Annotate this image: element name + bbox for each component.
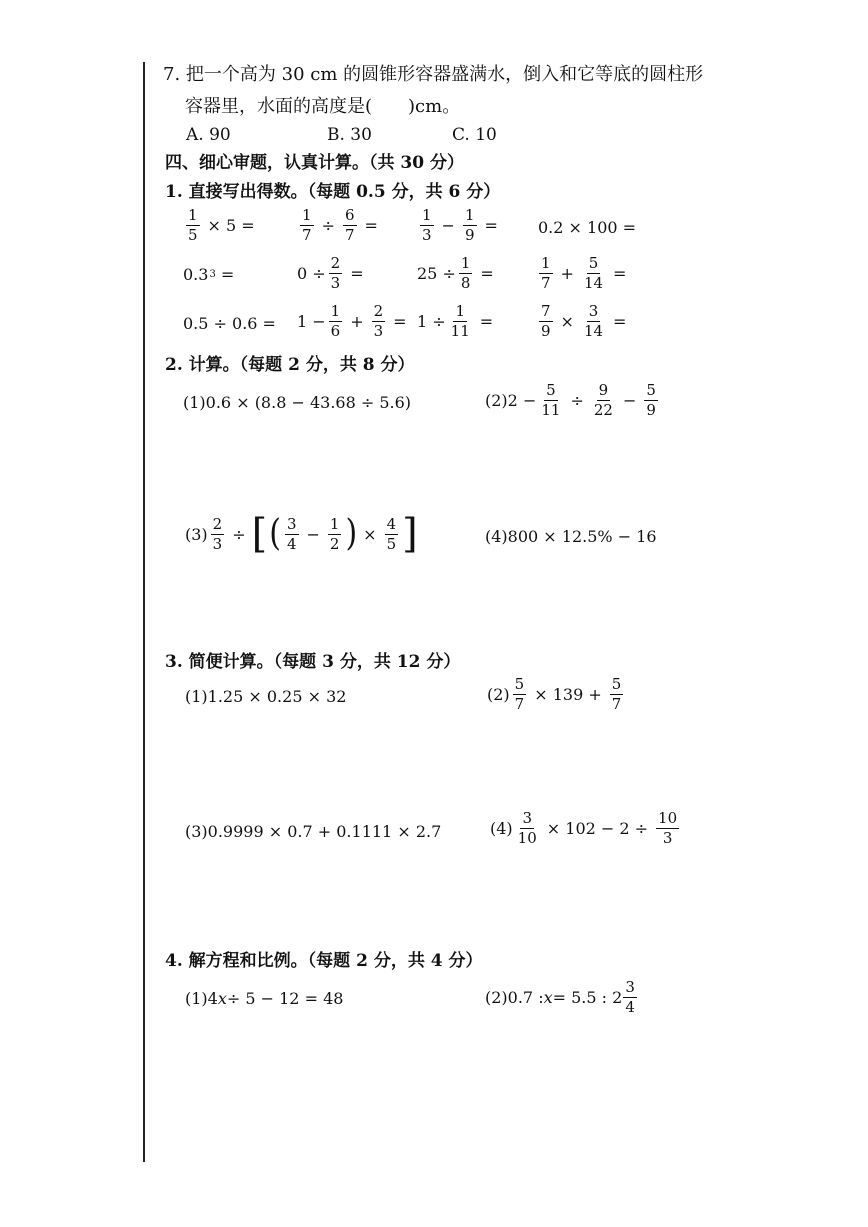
- denominator: 9: [464, 226, 475, 244]
- fraction: [329, 304, 343, 339]
- fraction: [328, 514, 342, 553]
- operator: =: [613, 264, 627, 283]
- operator: ×: [560, 312, 574, 331]
- math-text: (1)0.6 × (8.8 − 43.68 ÷ 5.6): [183, 393, 412, 412]
- fraction: [539, 383, 562, 418]
- fraction: [513, 677, 527, 712]
- operator: =: [220, 265, 235, 284]
- operator: ÷: [321, 216, 335, 235]
- mental-item-11: [417, 304, 498, 339]
- denominator: 7: [344, 226, 355, 244]
- denominator: 7: [514, 695, 525, 713]
- mental-item-1: [183, 208, 260, 243]
- numerator: 10: [658, 809, 678, 827]
- denominator: 22: [593, 401, 613, 419]
- math-text: (4): [490, 819, 513, 838]
- fraction: [211, 514, 225, 553]
- denominator: 9: [646, 401, 656, 419]
- denominator: 9: [541, 322, 551, 340]
- denominator: 11: [541, 401, 561, 419]
- denominator: 4: [625, 998, 635, 1016]
- part2-q3: [185, 511, 419, 557]
- fraction: [582, 256, 605, 291]
- math-text: (3): [185, 524, 208, 544]
- numerator: 5: [546, 381, 556, 399]
- fraction: [329, 256, 343, 291]
- operator: ×: [363, 524, 377, 544]
- math-text: (1)1.25 × 0.25 × 32: [185, 687, 347, 706]
- math-text: (3)0.9999 × 0.7 + 0.1111 × 2.7: [185, 822, 442, 841]
- numerator: 3: [588, 302, 599, 320]
- math-text: (1)4: [185, 989, 218, 1008]
- part1-title: 1. 直接写出得数。（每题 0.5 分，共 6 分）: [165, 182, 501, 202]
- bracket: (: [269, 512, 281, 555]
- denominator: 3: [422, 226, 432, 244]
- mental-item-6: [297, 256, 369, 291]
- section4-title: 四、细心审题，认真计算。（共 30 分）: [165, 153, 464, 173]
- mental-item-2: [297, 208, 383, 243]
- denominator: 3: [330, 274, 341, 292]
- mental-item-7: [417, 256, 499, 291]
- denominator: 10: [517, 829, 537, 847]
- q7-line1: 7. 把一个高为 30 cm 的圆锥形容器盛满水，倒入和它等底的圆柱形: [163, 64, 704, 85]
- numerator: 3: [522, 809, 532, 827]
- mental-item-3: [417, 208, 503, 243]
- mental-item-10: [297, 304, 412, 339]
- math-text: x: [217, 989, 227, 1008]
- fraction: [420, 208, 434, 243]
- math-text: 0.3: [183, 265, 209, 284]
- operator: =: [350, 264, 364, 283]
- fraction: [539, 304, 553, 339]
- bracket: [: [251, 511, 268, 557]
- fraction: [300, 208, 314, 243]
- part4-title: 4. 解方程和比例。（每题 2 分，共 4 分）: [165, 951, 483, 971]
- bracket: ]: [402, 511, 418, 557]
- numerator: 5: [646, 381, 656, 399]
- margin-rule: [143, 62, 145, 1162]
- mental-item-4: [538, 218, 636, 237]
- operator: =: [479, 312, 494, 331]
- part2-q2: [485, 383, 661, 418]
- part4-q1: [185, 989, 343, 1008]
- fraction: [343, 208, 357, 243]
- q7-line2: 容器里，水面的高度是( )cm。: [185, 96, 461, 117]
- numerator: 5: [611, 675, 622, 693]
- numerator: 3: [286, 514, 297, 533]
- operator: =: [364, 216, 378, 235]
- math-text: = 5.5 : 2: [552, 988, 623, 1007]
- fraction: [516, 811, 539, 846]
- denominator: 3: [662, 829, 673, 847]
- denominator: 4: [286, 534, 297, 553]
- part3-q4: [490, 811, 682, 846]
- fraction: [644, 383, 658, 418]
- fraction: [385, 514, 399, 553]
- q7-option-c: C. 10: [452, 125, 497, 145]
- part3-q2: [487, 677, 626, 712]
- math-text: (2): [487, 685, 510, 704]
- operator: × 139 +: [534, 685, 602, 704]
- mental-item-12: [536, 304, 631, 339]
- numerator: 4: [386, 514, 397, 533]
- fraction: [582, 304, 605, 339]
- q7-option-b: B. 30: [327, 125, 372, 145]
- numerator: 1: [330, 302, 341, 320]
- mental-item-5: [183, 265, 239, 284]
- denominator: 7: [611, 695, 622, 713]
- numerator: 1: [329, 514, 340, 533]
- part2-q4: [485, 527, 657, 546]
- fraction: [463, 208, 477, 243]
- denominator: 11: [450, 322, 470, 340]
- fraction: [656, 811, 679, 846]
- fraction: [623, 980, 637, 1015]
- operator: +: [560, 264, 574, 283]
- denominator: 14: [583, 274, 604, 292]
- math-text: 2 −: [507, 391, 537, 410]
- math-text: 0.2 × 100 =: [538, 218, 637, 237]
- numerator: 1: [302, 206, 312, 224]
- math-text: 25 ÷: [417, 264, 456, 283]
- part2-q1: [183, 393, 411, 412]
- numerator: 2: [373, 302, 384, 320]
- part3-title: 3. 简便计算。（每题 3 分，共 12 分）: [165, 652, 461, 672]
- operator: =: [393, 312, 407, 331]
- operator: =: [484, 216, 498, 235]
- denominator: 5: [386, 534, 397, 553]
- math-text: 0 ÷: [297, 264, 326, 283]
- numerator: 1: [455, 302, 465, 320]
- operator: ÷: [232, 524, 246, 544]
- operator: +: [350, 312, 364, 331]
- numerator: 5: [588, 254, 599, 272]
- fraction: [539, 256, 553, 291]
- mental-item-9: [183, 314, 276, 333]
- operator: × 5 =: [207, 216, 255, 235]
- math-text: (4)800 × 12.5% − 16: [485, 527, 657, 546]
- denominator: 7: [541, 274, 551, 292]
- numerator: 1: [460, 254, 471, 272]
- denominator: 5: [188, 226, 198, 244]
- part2-title: 2. 计算。（每题 2 分，共 8 分）: [165, 355, 415, 375]
- numerator: 2: [330, 254, 341, 272]
- numerator: 5: [514, 675, 525, 693]
- denominator: 2: [329, 534, 340, 553]
- math-text: 1 −: [297, 312, 326, 331]
- math-text: ÷ 5 − 12 = 48: [226, 989, 344, 1008]
- operator: −: [306, 524, 320, 544]
- fraction: [592, 383, 615, 418]
- fraction: [285, 514, 299, 553]
- math-text: (2): [485, 391, 508, 410]
- math-text: (2)0.7 :: [485, 988, 544, 1007]
- operator: =: [480, 264, 494, 283]
- numerator: 1: [188, 206, 198, 224]
- operator: × 102 − 2 ÷: [546, 819, 649, 838]
- fraction: [459, 256, 473, 291]
- operator: −: [622, 391, 637, 410]
- numerator: 6: [344, 206, 355, 224]
- mental-item-8: [536, 256, 631, 291]
- numerator: 1: [464, 206, 475, 224]
- numerator: 1: [541, 254, 551, 272]
- fraction: [610, 677, 624, 712]
- numerator: 9: [598, 381, 609, 399]
- denominator: 8: [460, 274, 471, 292]
- operator: =: [613, 312, 627, 331]
- numerator: 1: [422, 206, 432, 224]
- fraction: [186, 208, 200, 243]
- fraction: [372, 304, 386, 339]
- bracket: ): [345, 512, 358, 555]
- denominator: 7: [302, 226, 312, 244]
- numerator: 3: [625, 978, 635, 996]
- numerator: 7: [541, 302, 551, 320]
- operator: ÷: [570, 391, 584, 410]
- fraction: [449, 304, 472, 339]
- denominator: 3: [212, 534, 223, 553]
- operator: −: [441, 216, 455, 235]
- math-text: 0.5 ÷ 0.6 =: [183, 314, 276, 333]
- denominator: 3: [373, 322, 384, 340]
- part4-q2: [485, 980, 640, 1015]
- denominator: 14: [583, 322, 604, 340]
- numerator: 2: [212, 514, 223, 533]
- math-text: x: [543, 988, 553, 1007]
- denominator: 6: [330, 322, 341, 340]
- math-text: 3: [209, 269, 216, 280]
- part3-q1: [185, 687, 346, 706]
- part3-q3: [185, 822, 441, 841]
- q7-option-a: A. 90: [186, 125, 231, 145]
- math-text: 1 ÷: [417, 312, 446, 331]
